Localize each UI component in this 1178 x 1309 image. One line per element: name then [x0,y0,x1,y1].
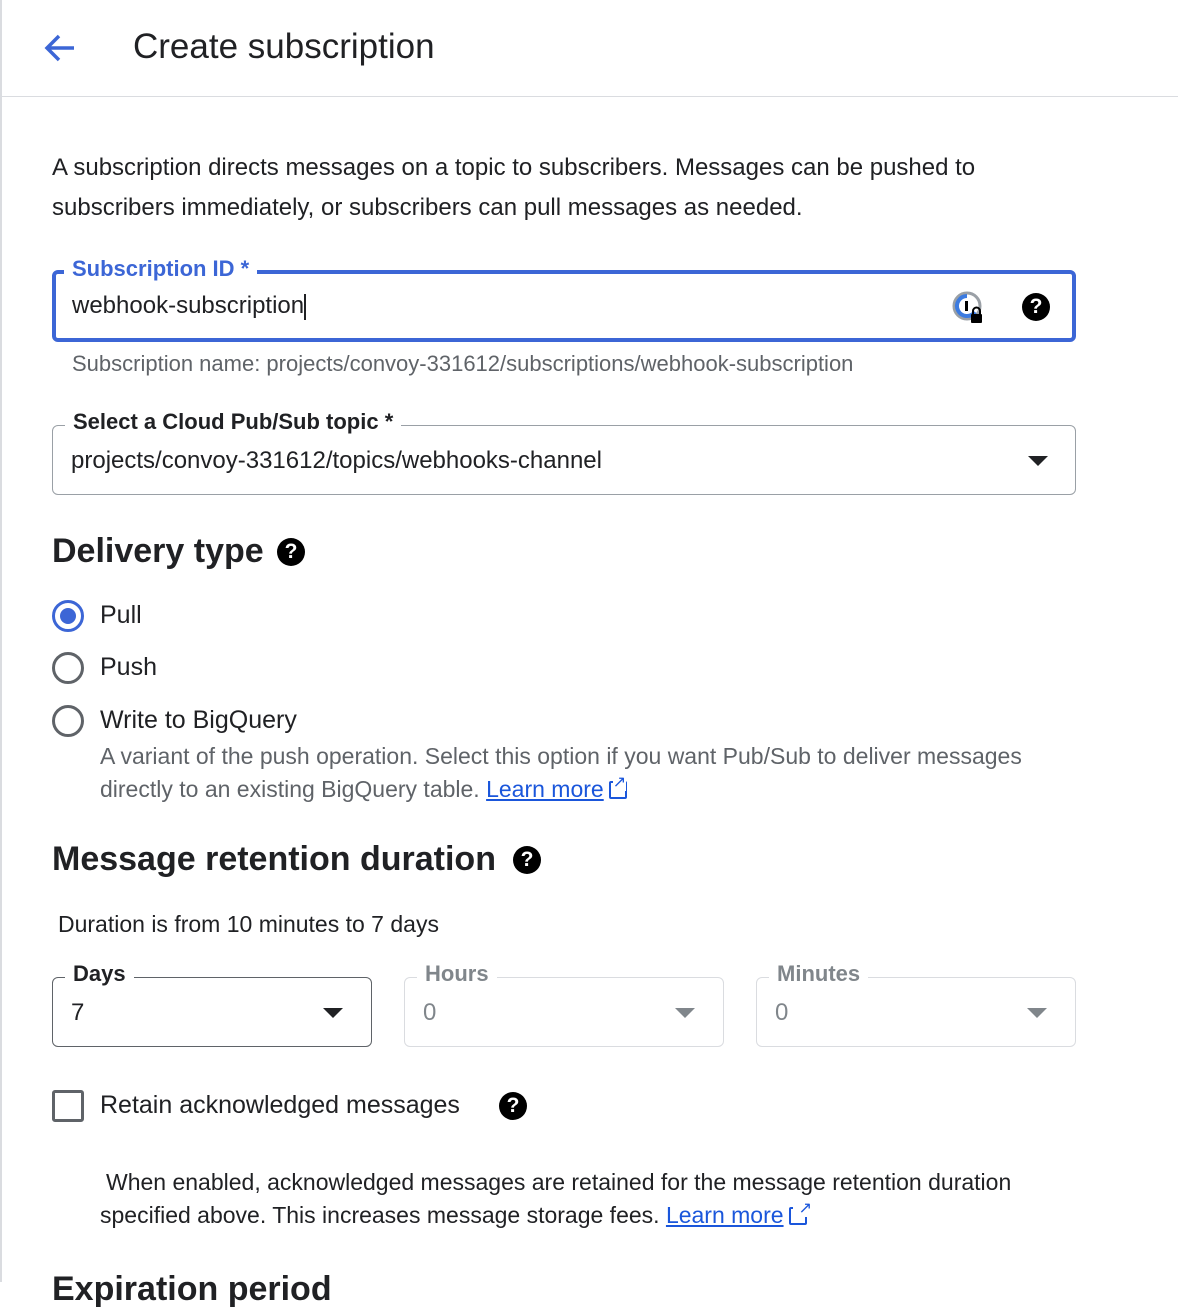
days-select[interactable] [52,961,372,1047]
learn-more-link[interactable]: Learn more [486,776,604,802]
retention-help-icon[interactable]: ? [513,846,541,874]
retention-hint: Duration is from 10 minutes to 7 days [58,911,439,937]
learn-more-link[interactable]: Learn more [665,1202,784,1228]
minutes-label: Minutes [769,961,868,987]
delivery-help-icon[interactable]: ? [277,538,305,566]
subscription-id-value: webhook-subscription [72,292,305,319]
days-label: Days [65,961,134,987]
bigquery-description-text: A variant of the push operation. Select this option if you want Pub/Sub to deliver messages directly to an existing BigQuery table. [100,743,1022,802]
radio-bigquery[interactable] [52,705,84,737]
dropdown-arrow-icon [1028,456,1048,466]
retain-acked-label[interactable]: Retain acknowledged messages [100,1091,460,1119]
retain-acked-description-text: When enabled, acknowledged messages are retained for the message retention duration specified above. This increases message storage fees. [100,1169,1012,1228]
help-icon[interactable]: ? [1022,293,1050,321]
hours-select[interactable] [404,961,724,1047]
hours-label: Hours [417,961,497,987]
topic-label: Select a Cloud Pub/Sub topic * [65,409,401,435]
subscription-id-label: Subscription ID * [64,256,257,282]
page-header [2,0,1178,97]
retain-help-icon[interactable]: ? [499,1092,527,1120]
radio-pull-label[interactable]: Pull [100,601,142,629]
radio-pull[interactable] [52,600,84,632]
retain-acked-checkbox[interactable] [52,1090,84,1122]
text-cursor [304,294,306,320]
password-manager-icon[interactable] [951,290,987,326]
dropdown-arrow-icon [323,1008,343,1018]
intro-text: A subscription directs messages on a topic to subscribers. Messages can be pushed to subscribers immediately, or subscribers can pull messages as needed. [52,154,976,221]
external-link-icon [609,781,627,799]
topic-value: projects/convoy-331612/topics/webhooks-channel [71,447,602,474]
expiration-heading: Expiration period [52,1270,332,1308]
radio-push-label[interactable]: Push [100,653,157,681]
delivery-type-heading: Delivery type [52,532,264,570]
dropdown-arrow-icon [1027,1008,1047,1018]
arrow-back-icon[interactable] [40,28,80,68]
dropdown-arrow-icon [675,1008,695,1018]
minutes-select[interactable] [756,961,1076,1047]
days-value: 7 [71,999,85,1026]
topic-select[interactable] [52,409,1076,495]
radio-push[interactable] [52,652,84,684]
page-title: Create subscription [133,27,435,66]
hours-value: 0 [423,999,437,1026]
subscription-id-input[interactable] [52,256,1076,342]
retain-acked-description [100,1166,1090,1232]
subscription-name-hint: Subscription name: projects/convoy-331612/subscriptions/webhook-subscription [72,351,854,376]
minutes-value: 0 [775,999,789,1026]
radio-bigquery-label[interactable]: Write to BigQuery [100,706,297,734]
external-link-icon [789,1207,807,1225]
retention-heading: Message retention duration [52,840,496,878]
bigquery-description [100,740,1090,806]
